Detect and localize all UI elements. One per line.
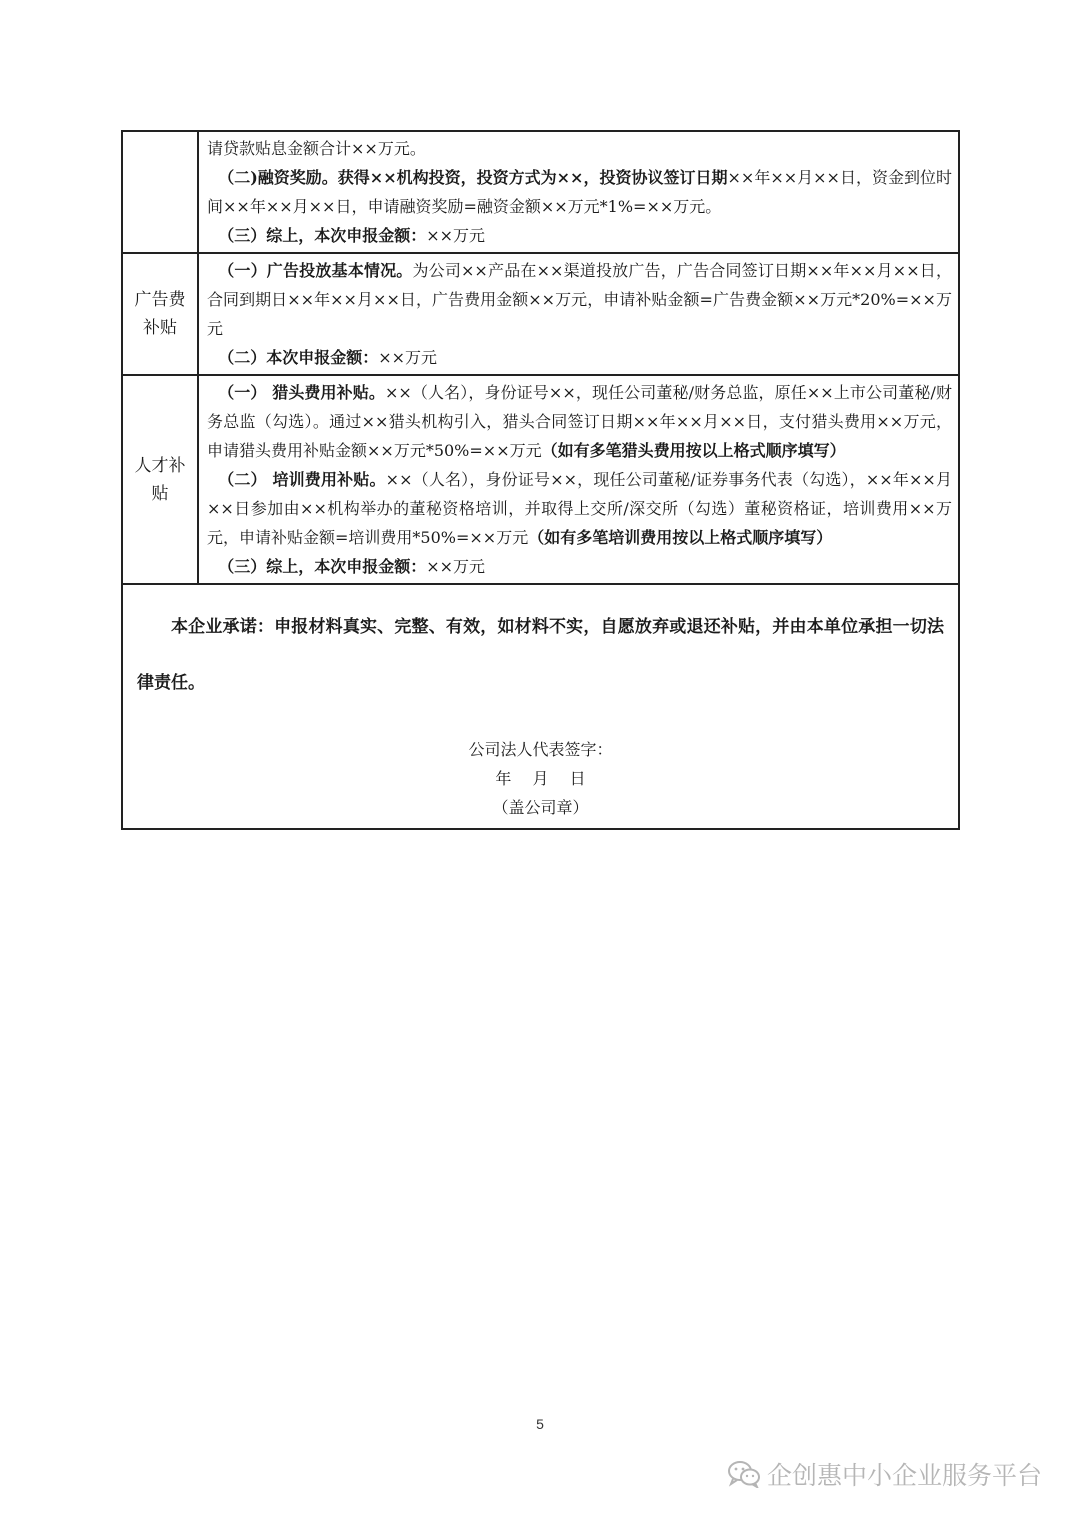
training-heading: （二） 培训费用补贴。 (218, 470, 386, 489)
talent-total-amount: ××万元 (426, 557, 486, 576)
advertising-label-line2: 补贴 (143, 318, 177, 338)
signature-label: 公司法人代表签字： (468, 740, 613, 759)
pledge-statement: 本企业承诺：申报材料真实、完整、有效，如材料不实，自愿放弃或退还补贴，并由本单位承担一切法律责任。 (137, 617, 944, 693)
talent-label-line2: 贴 (151, 483, 169, 504)
financing-total-heading: （三）综上，本次申报金额： (218, 226, 427, 245)
financing-total-amount: ××万元 (426, 226, 486, 245)
headhunter-detail: ××（人名），身份证号××，现任公司董秘/财务总监，原任××上市公司董秘/财务总监（勾选）。通过××猎头机构引入，猎头合同签订日期××年××月××日，支付猎头费用××万元，申请猎头费用补贴金额××万元*50%=××万元 (207, 383, 952, 460)
advertising-total-heading: （二）本次申报金额： (218, 348, 379, 367)
advertising-total-paragraph (207, 343, 952, 372)
advertising-total-amount: ××万元 (378, 348, 438, 367)
advertising-label-cell (122, 253, 198, 375)
training-paragraph (207, 465, 952, 552)
talent-total-paragraph (207, 552, 952, 581)
financing-reward-paragraph (207, 163, 952, 221)
headhunter-heading: （一） 猎头费用补贴。 (218, 383, 385, 402)
headhunter-paragraph (207, 378, 952, 465)
watermark-text: 企创惠中小企业服务平台 (766, 1461, 1042, 1490)
financing-row (122, 131, 959, 253)
advertising-row (122, 253, 959, 375)
advertising-label-line1: 广告费 (134, 290, 186, 310)
pledge-cell (122, 584, 959, 829)
pledge-row (122, 584, 959, 829)
advertising-basic-heading: （一）广告投放基本情况。 (218, 261, 413, 280)
financing-label-cell (122, 131, 198, 253)
subsidy-application-table (121, 130, 960, 830)
advertising-basic-paragraph (207, 256, 952, 343)
talent-content-cell (198, 375, 959, 584)
page-number: 5 (536, 1416, 544, 1432)
training-note: （如有多笔培训费用按以上格式顺序填写） (528, 528, 833, 547)
advertising-basic-detail: 为公司××产品在××渠道投放广告，广告合同签订日期××年××月××日，合同到期日××年××月××日，广告费用金额××万元，申请补贴金额=广告费金额××万元*20%=××万元 (207, 261, 952, 338)
financing-content-cell (198, 131, 959, 253)
talent-total-heading: （三）综上，本次申报金额： (218, 557, 427, 576)
talent-label-line1: 人才补 (134, 455, 186, 476)
wechat-icon (727, 1460, 761, 1488)
date-line: 年 月 日 (495, 769, 586, 788)
seal-label: （盖公司章） (492, 798, 589, 817)
loan-interest-total-line: 请贷款贴息金额合计××万元。 (207, 139, 426, 158)
watermark (727, 1456, 1042, 1492)
financing-reward-detail: ××年××月××日，资金到位时间××年××月××日，申请融资奖励=融资金额××万元*1%=××万元。 (207, 168, 952, 216)
training-detail: ××（人名），身份证号××，现任公司董秘/证券事务代表（勾选），××年××月××日参加由××机构举办的董秘资格培训，并取得上交所/深交所（勾选）董秘资格证，培训费用××万元，申请补贴金额=培训费用*50%=××万元 (207, 470, 952, 547)
talent-label-cell (122, 375, 198, 584)
financing-total-paragraph (207, 221, 952, 250)
financing-reward-heading: （二)融资奖励。获得××机构投资，投资方式为××，投资协议签订日期 (218, 168, 728, 187)
talent-row (122, 375, 959, 584)
advertising-content-cell (198, 253, 959, 375)
headhunter-note: （如有多笔猎头费用按以上格式顺序填写） (541, 441, 846, 460)
